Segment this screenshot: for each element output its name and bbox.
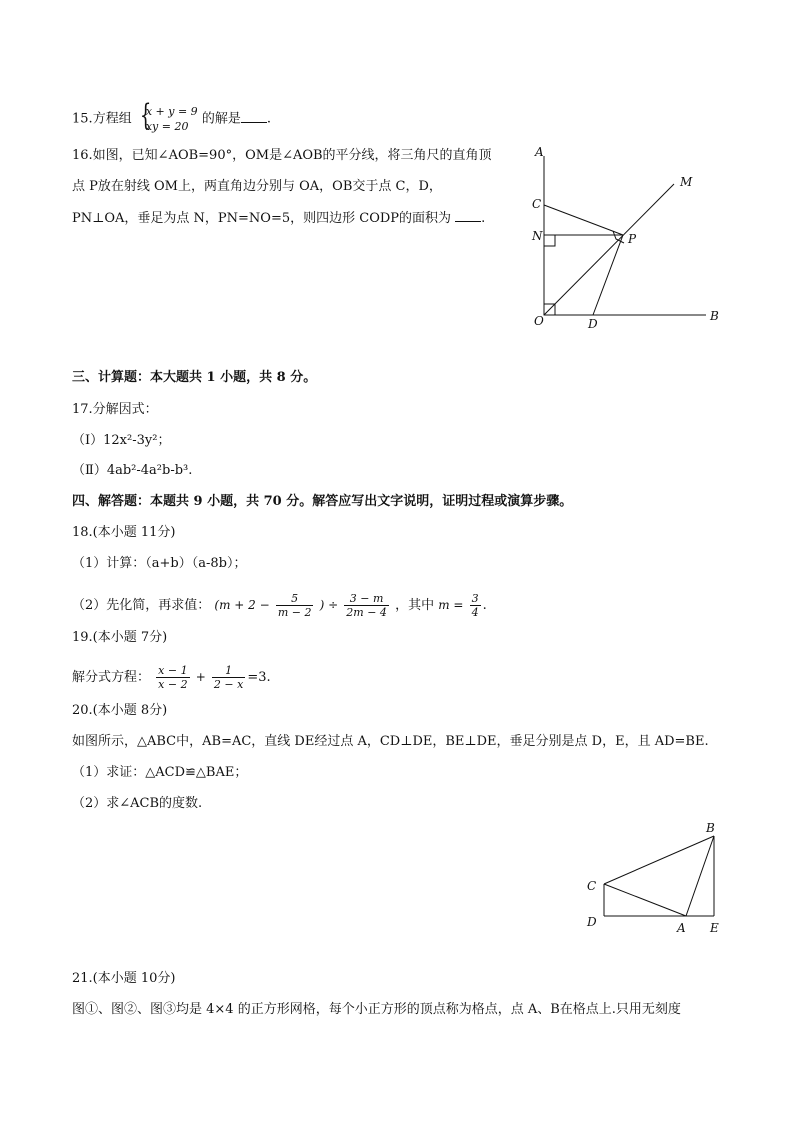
equation-2: xy = 20 xyxy=(145,120,189,133)
q20-body: 如图所示，△ABC中，AB=AC，直线 DE经过点 A，CD⊥DE，BE⊥DE，垂足分别是点 D，E，且 AD=BE. xyxy=(72,734,709,749)
figure-q20 xyxy=(580,818,740,938)
numerator: 3 xyxy=(471,592,479,605)
label-a: A xyxy=(535,145,544,159)
q16-end: . xyxy=(481,211,486,226)
answer-blank xyxy=(241,110,267,123)
q19-rhs: =3. xyxy=(247,670,271,685)
fraction-1-over-2-x xyxy=(212,664,245,691)
numerator: 1 xyxy=(212,664,245,678)
q19-title: 19.(本小题 7分) xyxy=(72,630,168,645)
segment-cp xyxy=(544,205,623,235)
q21-title: 21.(本小题 10分) xyxy=(72,971,176,986)
numerator: 3 − m xyxy=(344,592,389,606)
label-n: N xyxy=(532,229,543,243)
q20-part-2: （2）求∠ACB的度数. xyxy=(72,796,203,811)
label-d: D xyxy=(587,915,597,929)
equation-system xyxy=(136,98,198,134)
plus-sign: + xyxy=(195,670,206,684)
figure-q16 xyxy=(528,142,728,342)
q18-part-2 xyxy=(72,592,487,619)
section-3-heading: 三、计算题：本大题共 1 小题，共 8 分。 xyxy=(72,370,317,385)
q16-line-1: 16.如图，已知∠AOB=90°，OM是∠AOB的平分线，将三角尺的直角顶 xyxy=(72,148,492,163)
q19-prefix: 解分式方程： xyxy=(72,670,151,685)
label-c: C xyxy=(532,197,542,211)
ray-om xyxy=(544,184,674,315)
label-o: O xyxy=(534,314,544,328)
label-p: P xyxy=(628,232,637,246)
q20-title: 20.(本小题 8分) xyxy=(72,703,168,718)
q15-end: . xyxy=(266,111,271,127)
q18-where: ，其中 xyxy=(395,598,435,613)
q17-part-2: （Ⅱ）4ab²-4a²b-b³. xyxy=(72,463,193,478)
equation-1: x + y = 9 xyxy=(145,105,198,118)
q15-suffix: 的解是 xyxy=(201,111,241,127)
answer-blank xyxy=(455,209,481,222)
numerator: 5 xyxy=(276,592,314,606)
numerator: x − 1 xyxy=(158,664,188,677)
section-4-heading: 四、解答题：本题共 9 小题，共 70 分。解答应写出文字说明，证明过程或演算步骤。 xyxy=(72,494,573,509)
q16-line-3 xyxy=(72,209,485,228)
q17-part-1: （Ⅰ）12x²-3y²； xyxy=(72,433,171,448)
q18-title: 18.(本小题 11分) xyxy=(72,525,176,540)
segment-cb xyxy=(604,836,714,884)
fraction-3-over-4 xyxy=(470,592,481,619)
label-b: B xyxy=(706,821,715,835)
fraction-5-over-m-2 xyxy=(276,592,314,619)
label-e: E xyxy=(710,921,719,935)
denominator: 2 − x xyxy=(213,678,244,691)
q15-prefix: 方程组 xyxy=(92,111,132,127)
denominator: 2m − 4 xyxy=(346,606,387,619)
label-a: A xyxy=(677,921,686,935)
label-b: B xyxy=(710,309,719,323)
q19-equation xyxy=(72,664,271,691)
q18-part-1: （1）计算：（a+b）（a-8b）； xyxy=(72,556,247,571)
q17-title: 17.分解因式： xyxy=(72,402,158,417)
label-d: D xyxy=(588,317,598,331)
label-m: M xyxy=(680,175,693,189)
denominator: x − 2 xyxy=(158,678,188,691)
fraction-3-m-over-2m-4 xyxy=(344,592,389,619)
denominator: m − 2 xyxy=(277,606,312,619)
q15-line xyxy=(72,98,271,134)
segment-ca xyxy=(604,884,686,916)
q18-end: . xyxy=(482,598,487,613)
q18-part-2-prefix: （2）先化简，再求值： xyxy=(72,598,211,613)
q16-line-2: 点 P放在射线 OM上，两直角边分别与 OA，OB交于点 C，D， xyxy=(72,179,442,194)
q21-body: 图①、图②、图③均是 4×4 的正方形网格，每个小正方形的顶点称为格点，点 A、B在格点上.只用无刻度 xyxy=(72,1002,681,1017)
segment-pd xyxy=(593,235,623,315)
expr-part-b: ) ÷ xyxy=(319,598,339,612)
q15-number: 15. xyxy=(72,111,93,127)
right-angle-n xyxy=(544,235,555,246)
fraction-x-1-over-x-2 xyxy=(156,664,189,691)
expr-part-a: (m + 2 − xyxy=(214,598,270,612)
q20-part-1: （1）求证：△ACD≌△BAE； xyxy=(72,765,248,780)
brace-symbol: { xyxy=(139,98,152,133)
denominator: 4 xyxy=(471,606,479,619)
q16-line-3-text: PN⊥OA，垂足为点 N，PN=NO=5，则四边形 CODP的面积为 xyxy=(72,211,452,226)
m-equals: m = xyxy=(438,598,464,612)
label-c: C xyxy=(587,879,597,893)
segment-ab xyxy=(686,836,714,916)
